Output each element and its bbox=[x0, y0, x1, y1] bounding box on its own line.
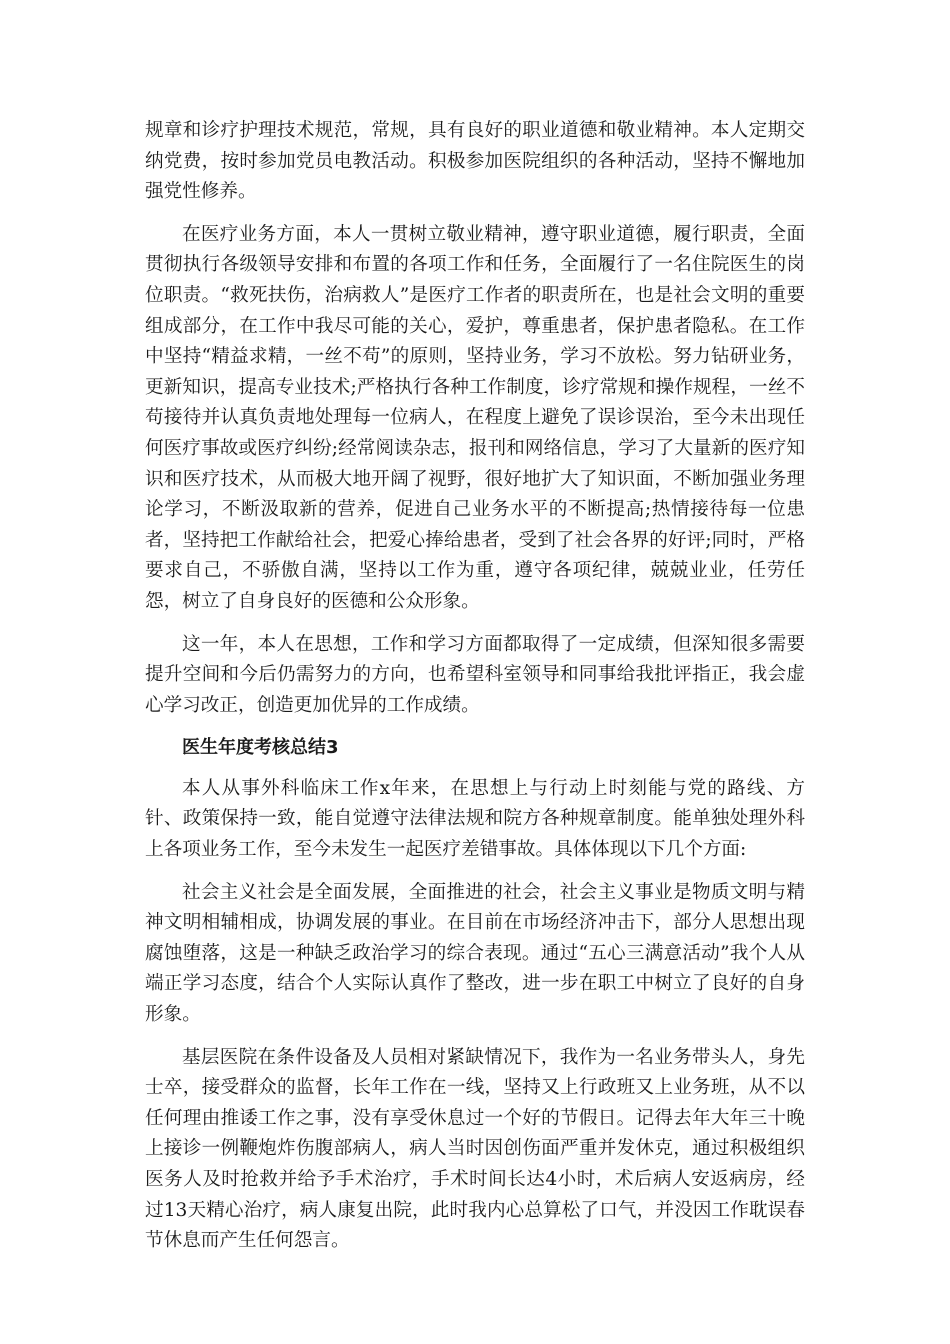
paragraph-grassroots-hospital: 基层医院在条件设备及人员相对紧缺情况下，我作为一名业务带头人，身先士卒，接受群众的监督，长年工作在一线，坚持又上行政班又上业务班，从不以任何理由推诿工作之事，没有享受休息过一个好的节假日。记得去年大年三十晚上接诊一例鞭炮炸伤腹部病人，病人当时因创伤面严重并发休克，通过积极组织医务人及时抢救并给予手术治疗，手术时间长达4小时，术后病人安返病房，经过13天精心治疗，病人康复出院，此时我内心总算松了口气，并没因工作耽误春节休息而产生任何怨言。 bbox=[145, 1046, 805, 1252]
paragraph-party-conduct: 规章和诊疗护理技术规范，常规，具有良好的职业道德和敬业精神。本人定期交纳党费，按时参加党员电教活动。积极参加医院组织的各种活动，坚持不懈地加强党性修养。 bbox=[145, 120, 805, 203]
paragraph-medical-work: 在医疗业务方面，本人一贯树立敬业精神，遵守职业道德，履行职责，全面贯彻执行各级领导安排和布置的各项工作和任务，全面履行了一名住院医生的岗位职责。“救死扶伤，治病救人”是医疗工作者的职责所在，也是社会文明的重要组成部分，在工作中我尽可能的关心，爱护，尊重患者，保护患者隐私。在工作中坚持“精益求精，一丝不苟”的原则，坚持业务，学习不放松。努力钻研业务，更新知识，提高专业技术;严格执行各种工作制度，诊疗常规和操作规程，一丝不苟接待并认真负责地处理每一位病人，在程度上避免了误诊误治，至今未出现任何医疗事故或医疗纠纷;经常阅读杂志，报刊和网络信息，学习了大量新的医疗知识和医疗技术，从而极大地开阔了视野，很好地扩大了知识面，不断加强业务理论学习，不断汲取新的营养，促进自己业务水平的不断提高;热情接待每一位患者，坚持把工作献给社会，把爱心捧给患者，受到了社会各界的好评;同时，严格要求自己，不骄傲自满，坚持以工作为重，遵守各项纪律，兢兢业业，任劳任怨，树立了自身良好的医德和公众形象。 bbox=[145, 223, 805, 612]
paragraph-socialism: 社会主义社会是全面发展，全面推进的社会，社会主义事业是物质文明与精神文明相辅相成，协调发展的事业。在目前在市场经济冲击下，部分人思想出现腐蚀堕落，这是一种缺乏政治学习的综合表现。通过“五心三满意活动”我个人从端正学习态度，结合个人实际认真作了整改，进一步在职工中树立了良好的自身形象。 bbox=[145, 881, 805, 1026]
paragraph-surgery-intro: 本人从事外科临床工作x年来，在思想上与行动上时刻能与党的路线、方针、政策保持一致，能自觉遵守法律法规和院方各种规章制度。能单独处理外科上各项业务工作，至今未发生一起医疗差错事故。具体体现以下几个方面: bbox=[145, 777, 805, 861]
paragraph-year-summary: 这一年，本人在思想，工作和学习方面都取得了一定成绩，但深知很多需要提升空间和今后仍需努力的方向，也希望科室领导和同事给我批评指正，我会虚心学习改正，创造更加优异的工作成绩。 bbox=[145, 633, 805, 716]
document-page bbox=[145, 116, 805, 1269]
section-heading: 医生年度考核总结3 bbox=[182, 737, 339, 759]
